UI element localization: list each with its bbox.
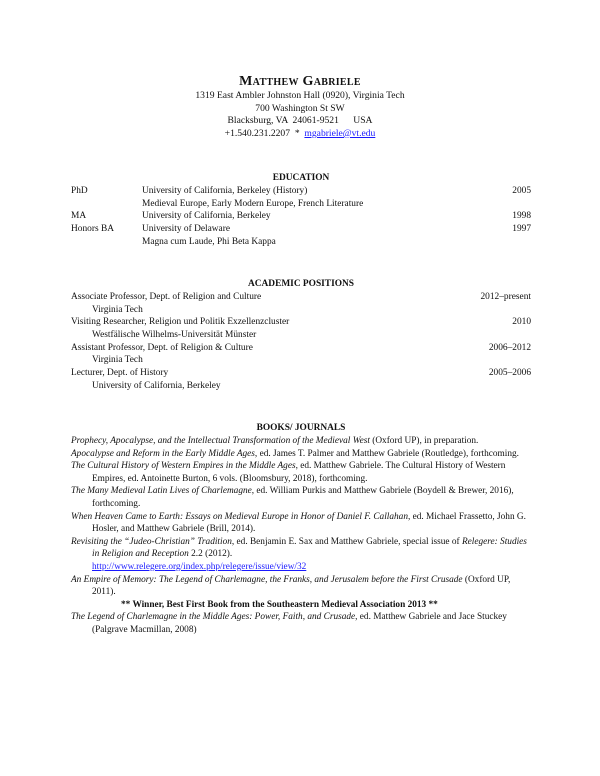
degree: Honors BA [71, 224, 114, 235]
journal-issue-title: Revisiting the “Judeo-Christian” Tradition [71, 536, 232, 547]
positions-heading: ACADEMIC POSITIONS [247, 279, 354, 289]
position-item [71, 316, 531, 341]
year: 2005 [512, 186, 531, 196]
book-title: An Empire of Memory: The Legend of Charlemagne, the Franks, and Jerusalem before the First Crusade [71, 574, 463, 585]
degree: PhD [71, 186, 88, 196]
book-entry [71, 485, 531, 510]
institution: University of Delaware [142, 224, 230, 235]
education-row [71, 223, 531, 236]
book-details: , ed. James T. Palmer and Matthew Gabriele (Routledge), forthcoming. [254, 448, 519, 459]
contact-line [0, 128, 600, 141]
position-place: Virginia Tech [92, 355, 143, 366]
education-row [71, 210, 531, 223]
book-entry [71, 511, 531, 536]
book-entry [71, 574, 531, 599]
book-entry [71, 435, 531, 448]
journal-link[interactable]: http://www.relegere.org/index.php/relegere/issue/view/32 [92, 561, 307, 572]
education-row [71, 198, 531, 211]
education-row [71, 236, 531, 249]
year: 1998 [512, 211, 531, 222]
book-title: The Legend of Charlemagne in the Middle Ages: Power, Faith, and Crusade [71, 612, 356, 623]
journal-volume: 2.2 (2012). [188, 549, 233, 560]
position-role: Assistant Professor, Dept. of Religion & Culture [71, 342, 253, 353]
award-note: ** Winner, Best First Book from the Southeastern Medieval Association 2013 ** [121, 599, 438, 610]
books-section [71, 422, 531, 637]
honors: Magna cum Laude, Phi Beta Kappa [142, 236, 276, 247]
institution: University of California, Berkeley [142, 211, 271, 222]
book-entry [71, 448, 531, 461]
field-of-study: Medieval Europe, Early Modern Europe, French Literature [142, 198, 364, 209]
journal-details: , ed. Benjamin E. Sax and Matthew Gabriele, special issue of [231, 536, 462, 547]
degree: MA [71, 211, 87, 222]
year: 1997 [512, 224, 531, 235]
position-dates: 2006–2012 [488, 342, 531, 353]
cv-header [0, 73, 600, 140]
address-line-3: Blacksburg, VA 24061-9521 USA [227, 115, 373, 127]
position-dates: 2012–present [480, 292, 531, 302]
book-details: , ed. Michael Frassetto, John G. Hosler, and Matthew Gabriele (Brill, 2014). [92, 511, 526, 535]
position-item [71, 367, 531, 392]
position-item [71, 291, 531, 316]
book-title: The Many Medieval Latin Lives of Charlemagne [71, 486, 252, 497]
book-title: Prophecy, Apocalypse, and the Intellectual Transformation of the Medieval West [71, 436, 370, 446]
book-title: The Cultural History of Western Empires in the Middle Ages [71, 461, 296, 472]
education-heading: EDUCATION [272, 173, 330, 183]
book-title: When Heaven Came to Earth: Essays on Medieval Europe in Honor of Daniel F. Callahan [71, 511, 408, 522]
position-place: University of California, Berkeley [92, 380, 221, 391]
book-details: , ed. William Purkis and Matthew Gabriele (Boydell & Brewer, 2016), forthcoming. [92, 486, 514, 509]
position-role: Lecturer, Dept. of History [71, 368, 169, 379]
journal-entry [71, 536, 531, 574]
position-dates: 2005–2006 [488, 368, 531, 379]
address-line-2: 700 Washington St SW [255, 102, 345, 114]
book-details: , ed. Matthew Gabriele. The Cultural History of Western Empires, ed. Antoinette Burton, 6 vols. (Bloomsbury, 2018), forthcoming. [92, 461, 506, 484]
book-details: (Oxford UP), in preparation. [369, 436, 479, 446]
positions-section [71, 278, 531, 393]
education-row [71, 185, 531, 198]
book-entry [71, 460, 531, 485]
address-line-1: 1319 East Ambler Johnston Hall (0920), Virginia Tech [195, 90, 405, 101]
book-details: (Oxford UP, 2011). [92, 574, 511, 598]
journal-name: Relegere: Studies in Religion and Reception [92, 536, 527, 560]
institution: University of California, Berkeley (History) [142, 186, 308, 196]
author-name: Matthew Gabriele [239, 74, 361, 89]
position-place: Virginia Tech [92, 304, 143, 315]
position-role: Associate Professor, Dept. of Religion and Culture [71, 292, 262, 302]
position-role: Visiting Researcher, Religion und Politik Exzellenzcluster [71, 317, 290, 328]
email-link[interactable]: mgabriele@vt.edu [304, 127, 376, 139]
position-dates: 2010 [512, 317, 531, 328]
education-section [71, 172, 531, 248]
position-item [71, 342, 531, 367]
book-entry [71, 611, 531, 636]
book-details: , ed. Matthew Gabriele and Jace Stuckey (Palgrave Macmillan, 2008) [92, 612, 507, 635]
books-heading: BOOKS/ JOURNALS [256, 423, 346, 433]
position-place: Westfälische Wilhelms-Universität Münster [92, 330, 257, 341]
book-title: Apocalypse and Reform in the Early Middle Ages [71, 448, 255, 459]
phone-number: +1.540.231.2207 * [224, 127, 305, 139]
